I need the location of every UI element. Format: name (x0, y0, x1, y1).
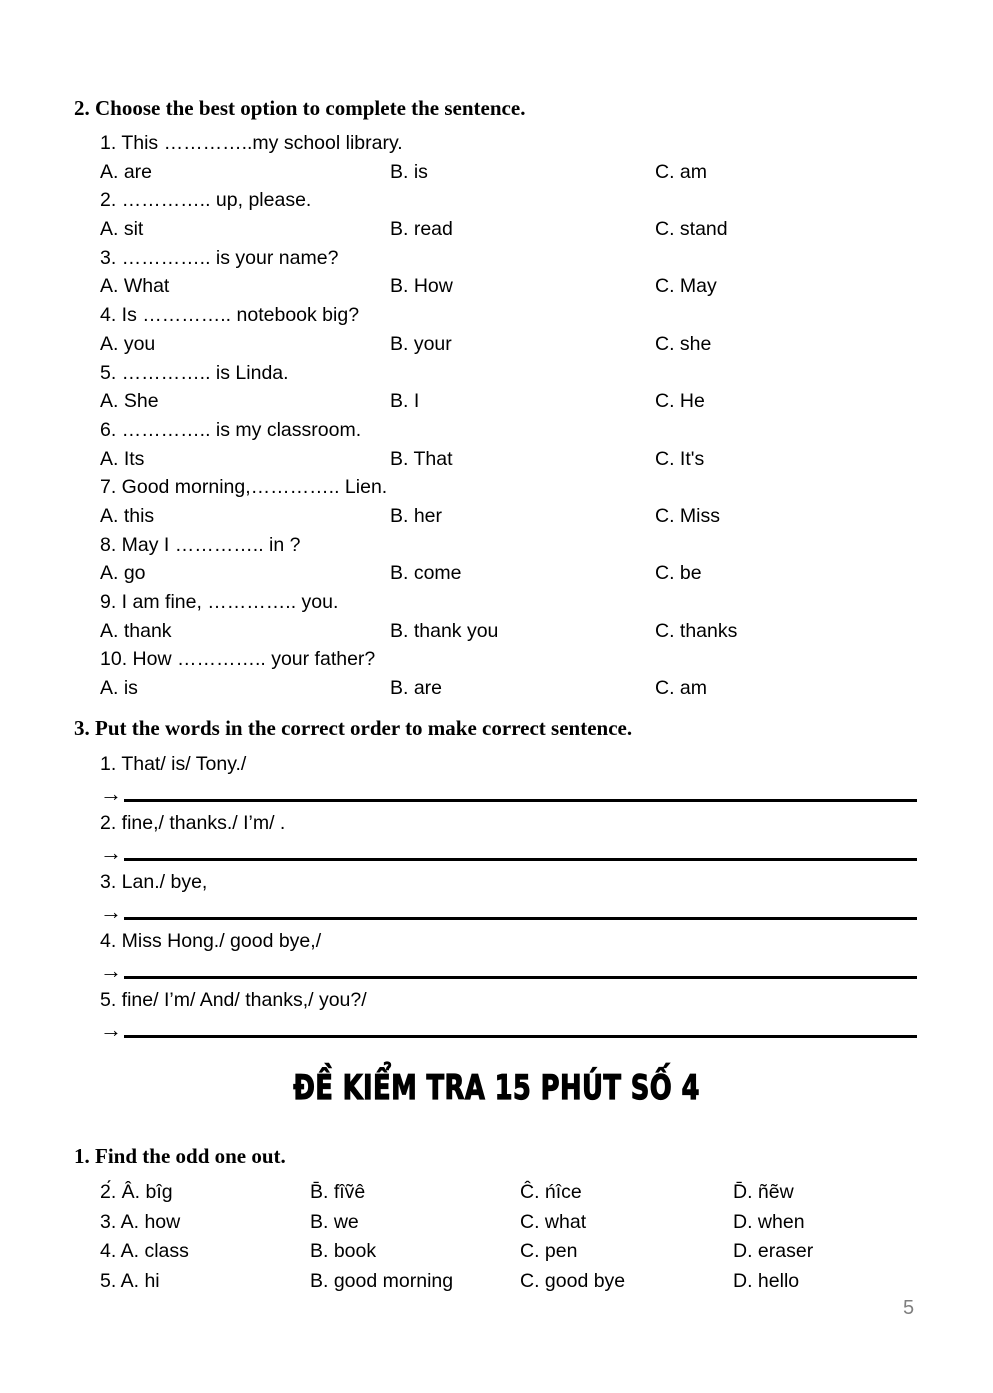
option-b: B. is (390, 160, 428, 183)
option-a: 4. A. class (100, 1240, 189, 1263)
option-a: 2́. Â. bîg (100, 1181, 173, 1203)
option-b: B. book (310, 1240, 377, 1263)
question-options (100, 330, 917, 359)
option-c: C. pen (520, 1240, 578, 1263)
option-c: C. good bye (520, 1270, 626, 1293)
option-b: B. her (390, 504, 443, 527)
option-d: D. when (733, 1210, 805, 1233)
option-b: B̄. fîṽê (310, 1181, 366, 1203)
option-a: A. is (100, 677, 138, 700)
answer-line (124, 858, 917, 861)
question-prompt: 1. This …………..my school library. (100, 132, 403, 154)
question-prompt: 7. Good morning,………….. Lien. (100, 476, 388, 499)
answer-line (124, 976, 917, 979)
arrow-right-icon: → (100, 1017, 122, 1042)
page-number: 5 (903, 1297, 915, 1319)
reorder-item: 2. fine,/ thanks./ I’m/ . (100, 812, 286, 834)
option-b: B. your (390, 332, 452, 355)
question-prompt: 3. ………….. is your name? (100, 246, 339, 269)
question-options (100, 215, 917, 244)
section1-rows (100, 1178, 960, 1297)
option-b: B. come (390, 562, 462, 585)
option-a: A. sit (100, 218, 144, 241)
question-options (100, 445, 917, 474)
answer-line (124, 799, 917, 802)
arrow-right-icon: → (100, 958, 122, 983)
section2-heading: 2. Choose the best option to complete the sentence. (74, 96, 526, 120)
option-a: A. you (100, 332, 156, 355)
question-prompt: 8. May I ………….. in ? (100, 533, 301, 556)
option-b: B. read (390, 218, 453, 241)
option-c: Ĉ. ńîce (520, 1181, 582, 1203)
option-a: A. are (100, 160, 153, 183)
test-title-text: ĐỀ KIỂM TRA 15 PHÚT SỐ 4 (293, 1068, 700, 1108)
odd-one-out-row (100, 1267, 960, 1297)
reorder-item: 3. Lan./ bye, (100, 871, 208, 893)
question-prompt: 4. Is ………….. notebook big? (100, 304, 360, 327)
section2-questions (100, 129, 917, 703)
option-c: C. May (655, 275, 717, 298)
question-prompt: 5. ………….. is Linda. (100, 361, 289, 384)
odd-one-out-row (100, 1208, 960, 1238)
question-options (100, 387, 917, 416)
arrow-right-icon: → (100, 840, 122, 865)
option-b: B. are (390, 677, 443, 700)
reorder-item: 4. Miss Hong./ good bye,/ (100, 930, 322, 952)
reorder-item: 1. That/ is/ Tony./ (100, 753, 247, 775)
option-b: B. How (390, 275, 453, 298)
option-c: C. she (655, 332, 712, 355)
option-a: 3. A. how (100, 1210, 181, 1233)
test-title (0, 1068, 993, 1108)
section1-heading: 1. Find the odd one out. (74, 1144, 286, 1168)
option-a: 5. A. hi (100, 1270, 160, 1293)
option-c: C. Miss (655, 504, 720, 527)
answer-row (100, 956, 917, 985)
option-b: B. we (310, 1210, 359, 1233)
question-prompt: 10. How ………….. your father? (100, 648, 376, 671)
section3-heading: 3. Put the words in the correct order to make correct sentence. (74, 716, 633, 740)
option-a: A. What (100, 275, 170, 298)
option-b: B. I (390, 390, 420, 413)
question-options (100, 158, 917, 187)
option-d: D̄. ñẽw (733, 1181, 794, 1203)
option-c: C. am (655, 160, 708, 183)
option-d: D. hello (733, 1270, 800, 1293)
option-a: A. She (100, 390, 159, 413)
question-options (100, 559, 917, 588)
option-c: C. stand (655, 218, 728, 241)
option-a: A. go (100, 562, 146, 585)
option-a: A. thank (100, 619, 172, 642)
question-options (100, 617, 917, 646)
question-options (100, 272, 917, 301)
option-b: B. thank you (390, 619, 499, 642)
option-c: C. thanks (655, 619, 738, 642)
option-a: A. Its (100, 447, 145, 470)
option-c: C. He (655, 390, 705, 413)
question-options (100, 502, 917, 531)
reorder-item: 5. fine/ I’m/ And/ thanks,/ you?/ (100, 989, 367, 1011)
arrow-right-icon: → (100, 899, 122, 924)
option-c: C. It's (655, 447, 705, 470)
answer-row (100, 1015, 917, 1044)
answer-row (100, 838, 917, 867)
option-c: C. be (655, 562, 702, 585)
question-prompt: 9. I am fine, ………….. you. (100, 591, 339, 613)
question-prompt: 2. ………….. up, please. (100, 189, 312, 212)
option-d: D. eraser (733, 1240, 814, 1263)
answer-row (100, 897, 917, 926)
answer-line (124, 917, 917, 920)
odd-one-out-row (100, 1178, 960, 1208)
option-c: C. am (655, 677, 708, 700)
question-prompt: 6. ………….. is my classroom. (100, 418, 362, 441)
option-a: A. this (100, 504, 155, 527)
arrow-right-icon: → (100, 781, 122, 806)
section3-items (100, 749, 917, 1044)
odd-one-out-row (100, 1237, 960, 1267)
answer-line (124, 1035, 917, 1038)
answer-row (100, 779, 917, 808)
question-options (100, 674, 917, 703)
option-b: B. That (390, 447, 453, 470)
option-c: C. what (520, 1210, 587, 1233)
option-b: B. good morning (310, 1270, 454, 1293)
